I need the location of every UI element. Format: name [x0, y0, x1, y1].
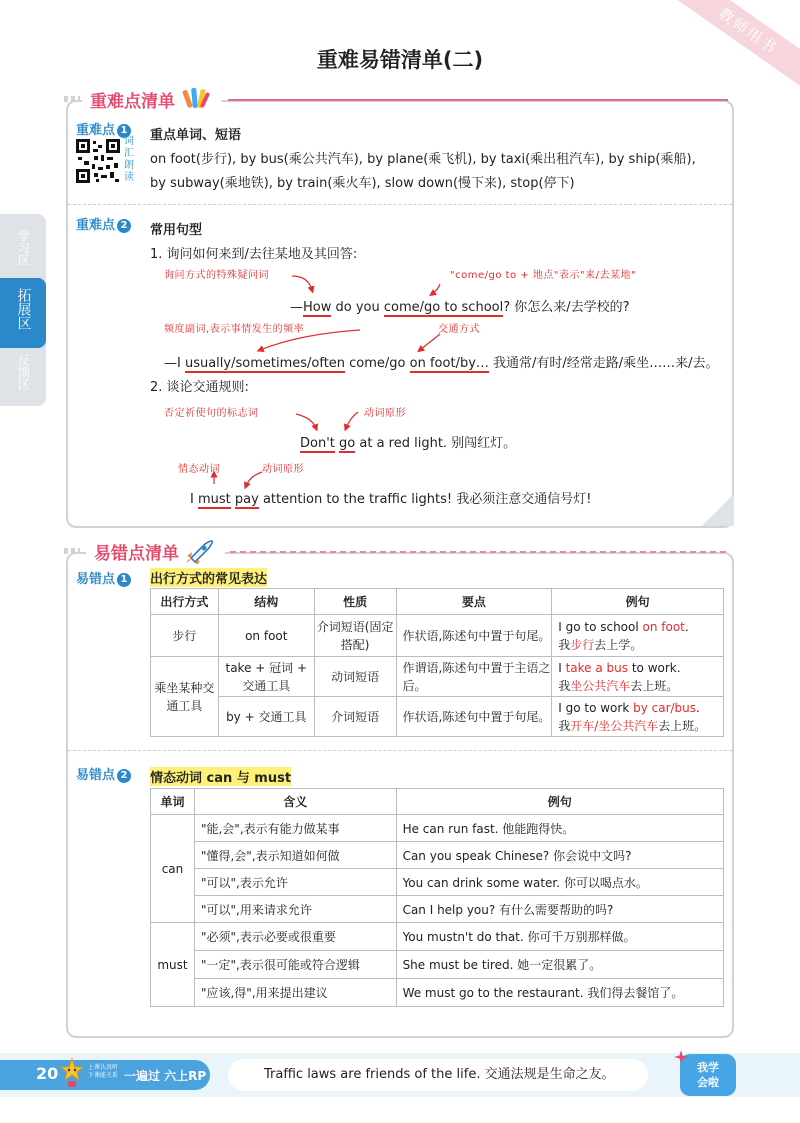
- section-heading-text: 重难点清单: [90, 91, 175, 112]
- example: Can you speak Chinese? 你会说中文吗?: [396, 842, 723, 869]
- table-header: 性质: [314, 589, 396, 615]
- key-words-line-2: by subway(乘地铁), by train(乘火车), slow down(慢下来), stop(停下): [150, 176, 575, 191]
- section-divider: [68, 750, 732, 751]
- text: .: [684, 619, 689, 634]
- annotation-modal-verb: 情态动词: [178, 464, 220, 475]
- meaning: "可以",表示允许: [194, 869, 396, 896]
- table-row: [151, 615, 724, 657]
- text: 我: [558, 678, 571, 693]
- dash: —: [290, 300, 303, 315]
- section-heading: [86, 538, 225, 564]
- underlined-pay: pay: [234, 492, 259, 507]
- highlight: take a bus: [565, 660, 629, 675]
- traffic-sentence-1: [300, 432, 516, 451]
- meaning: "可以",用来请求允许: [194, 896, 396, 923]
- word-must: must: [151, 923, 195, 1007]
- arrow: [346, 412, 358, 428]
- table-header: 要点: [396, 589, 552, 615]
- highlight: 开车/坐公共汽车: [570, 718, 659, 733]
- table-header: 例句: [552, 589, 724, 615]
- travel-way: 步行: [151, 615, 219, 657]
- word-can: can: [151, 815, 195, 923]
- error-point-number: 2: [117, 769, 131, 783]
- text: 我: [558, 637, 571, 652]
- footer-motto: Traffic laws are friends of the life. 交通法规是生命之友。: [228, 1059, 648, 1091]
- arrow: [420, 334, 440, 350]
- modal-verbs-table: [150, 788, 724, 1007]
- learned-badge: [680, 1054, 736, 1096]
- badge-line: 我学: [697, 1061, 719, 1074]
- text: —I: [164, 356, 185, 371]
- annotation-transport-way: 交通方式: [438, 324, 480, 335]
- sentence-patterns-subtitle: 常用句型: [150, 223, 203, 238]
- structure: on foot: [218, 615, 314, 657]
- key-words-line-1: on foot(步行), by bus(乘公共汽车), by plane(乘飞机), by taxi(乘出租汽车), by ship(乘船),: [150, 152, 696, 167]
- text: I: [190, 492, 198, 507]
- tab-label: 拓展区: [15, 288, 32, 330]
- table-row: [151, 697, 724, 737]
- structure: take + 冠词 + 交通工具: [218, 657, 314, 697]
- table-row: [151, 951, 724, 979]
- table-header: 例句: [396, 789, 723, 815]
- arrow: [432, 284, 440, 294]
- text: at a red light. 别闯红灯。: [355, 436, 517, 451]
- annotation-special-question-word: 询问方式的特殊疑问词: [164, 270, 269, 281]
- dots-decoration: [64, 548, 80, 554]
- text: 去上班。: [658, 718, 707, 733]
- table-row: [151, 815, 724, 842]
- key-point: 作谓语,陈述句中置于主语之后。: [396, 657, 552, 697]
- travel-expressions-table: [150, 588, 724, 737]
- modal-verbs-subtitle: 情态动词 can 与 must: [150, 767, 291, 786]
- annotation-negative-imperative: 否定祈使句的标志词: [164, 408, 259, 419]
- error-point-1-label: [76, 568, 131, 587]
- key-point-number: 2: [117, 219, 131, 233]
- question-sentence: [290, 296, 630, 315]
- underlined-go: go: [339, 436, 356, 451]
- table-header: 结构: [218, 589, 314, 615]
- highlight: on foot: [642, 619, 685, 634]
- nature: 动词短语: [314, 657, 396, 697]
- highlight: 坐公共汽车: [570, 678, 631, 693]
- text: .: [696, 700, 700, 715]
- key-words-subtitle: 重点单词、短语: [150, 128, 242, 143]
- error-point-2-label: [76, 764, 131, 783]
- underlined-dont: Don't: [300, 436, 335, 451]
- meaning: "能,会",表示有能力做某事: [194, 815, 396, 842]
- text: I: [558, 660, 566, 675]
- text: ? 你怎么来/去学校的?: [503, 300, 630, 315]
- underlined-frequency: usually/sometimes/often: [184, 356, 346, 371]
- arrow: [246, 472, 262, 486]
- example: He can run fast. 他能跑得快。: [396, 815, 723, 842]
- heading-rule: [230, 551, 728, 553]
- table-header: 含义: [194, 789, 396, 815]
- meaning: "懂得,会",表示知道如何做: [194, 842, 396, 869]
- key-point: 作状语,陈述句中置于句尾。: [396, 615, 552, 657]
- table-row: [151, 896, 724, 923]
- text: 我: [558, 718, 571, 733]
- tab-study-area[interactable]: [0, 230, 46, 270]
- table-row: [151, 657, 724, 697]
- tab-feedback-area[interactable]: [0, 354, 46, 398]
- highlight: 步行: [570, 637, 595, 652]
- annotation-base-verb: 动词原形: [364, 408, 406, 419]
- example: [552, 615, 724, 657]
- text: I go to work: [558, 700, 634, 715]
- example: She must be tired. 她一定很累了。: [396, 951, 723, 979]
- text: attention to the traffic lights! 我必须注意交通信号灯!: [258, 492, 592, 507]
- nature: 介词短语: [314, 697, 396, 737]
- key-point-number: 1: [117, 124, 131, 138]
- qr-caption-char: 读: [124, 172, 134, 183]
- rocket-icon: [185, 538, 215, 564]
- text: I go to school: [558, 619, 643, 634]
- text: to work.: [628, 660, 681, 675]
- qr-caption-char: 汇: [124, 148, 134, 159]
- table-header: 出行方式: [151, 589, 219, 615]
- tab-label: 反馈区: [16, 354, 31, 390]
- travel-expressions-subtitle: 出行方式的常见表达: [150, 568, 267, 587]
- page-number: 20: [36, 1064, 59, 1083]
- table-row: [151, 923, 724, 951]
- mascot-star-icon: [60, 1058, 84, 1088]
- example: [552, 697, 724, 737]
- table-row: [151, 979, 724, 1007]
- tab-label: 学习区: [16, 230, 31, 266]
- text: 去上学。: [594, 637, 643, 652]
- error-point-number: 1: [117, 573, 131, 587]
- example: You can drink some water. 你可以喝点水。: [396, 869, 723, 896]
- sparkle-icon: [674, 1050, 688, 1064]
- table-header: 单词: [151, 789, 195, 815]
- underlined-how: How: [303, 300, 332, 315]
- key-point-label-text: 重难点: [76, 218, 116, 233]
- key-point-label-text: 重难点: [76, 123, 116, 138]
- tab-extension-area[interactable]: [0, 278, 46, 348]
- pattern-item-1: 1. 询问如何来到/去往某地及其回答:: [150, 247, 358, 262]
- section-heading-text: 易错点清单: [94, 543, 179, 564]
- arrow: [292, 276, 312, 290]
- highlight: by car/bus: [633, 700, 697, 715]
- error-point-label-text: 易错点: [76, 572, 116, 587]
- error-point-label-text: 易错点: [76, 768, 116, 783]
- text: do you: [331, 300, 384, 315]
- table-row: [151, 869, 724, 896]
- meaning: "应该,得",用来提出建议: [194, 979, 396, 1007]
- meaning: "必须",表示必要或很重要: [194, 923, 396, 951]
- underlined-way: on foot/by…: [409, 356, 489, 371]
- example: We must go to the restaurant. 我们得去餐馆了。: [396, 979, 723, 1007]
- annotation-come-go: "come/go to + 地点"表示"来/去某地": [450, 270, 637, 281]
- answer-sentence: [164, 352, 719, 371]
- key-point: 作状语,陈述句中置于句尾。: [396, 697, 552, 737]
- structure: by + 交通工具: [218, 697, 314, 737]
- pattern-item-2: 2. 谈论交通规则:: [150, 380, 249, 395]
- meaning: "一定",表示很可能或符合逻辑: [194, 951, 396, 979]
- table-row: [151, 842, 724, 869]
- traffic-sentence-2: [190, 488, 591, 507]
- text: come/go: [345, 356, 410, 371]
- example: [552, 657, 724, 697]
- text: 我通常/有时/经常走路/乘坐……来/去。: [488, 356, 719, 371]
- tiny-line: 上课认真听: [88, 1064, 119, 1071]
- qr-caption-char: 朗: [124, 160, 134, 171]
- book-name: 一遍过 六上RP: [124, 1069, 207, 1083]
- underlined-must: must: [197, 492, 231, 507]
- annotation-base-verb: 动词原形: [262, 464, 304, 475]
- arrow: [296, 414, 316, 428]
- text: 去上班。: [630, 678, 679, 693]
- corner-ribbon: 教师用书: [657, 0, 800, 101]
- tiny-line: 下课能关系: [88, 1072, 119, 1079]
- travel-way: 乘坐某种交通工具: [151, 657, 219, 737]
- footer-tiny-text: [88, 1064, 118, 1080]
- annotation-frequency-adverb: 频度副词,表示事情发生的频率: [164, 324, 305, 335]
- example: Can I help you? 有什么需要帮助的吗?: [396, 896, 723, 923]
- example: You mustn't do that. 你可千万别那样做。: [396, 923, 723, 951]
- qr-caption-char: 词: [124, 136, 134, 147]
- page-title: 重难易错清单(二): [316, 48, 484, 72]
- badge-line: 会啦: [697, 1076, 719, 1089]
- nature: 介词短语(固定搭配): [314, 615, 396, 657]
- underlined-come-go: come/go to school: [383, 300, 504, 315]
